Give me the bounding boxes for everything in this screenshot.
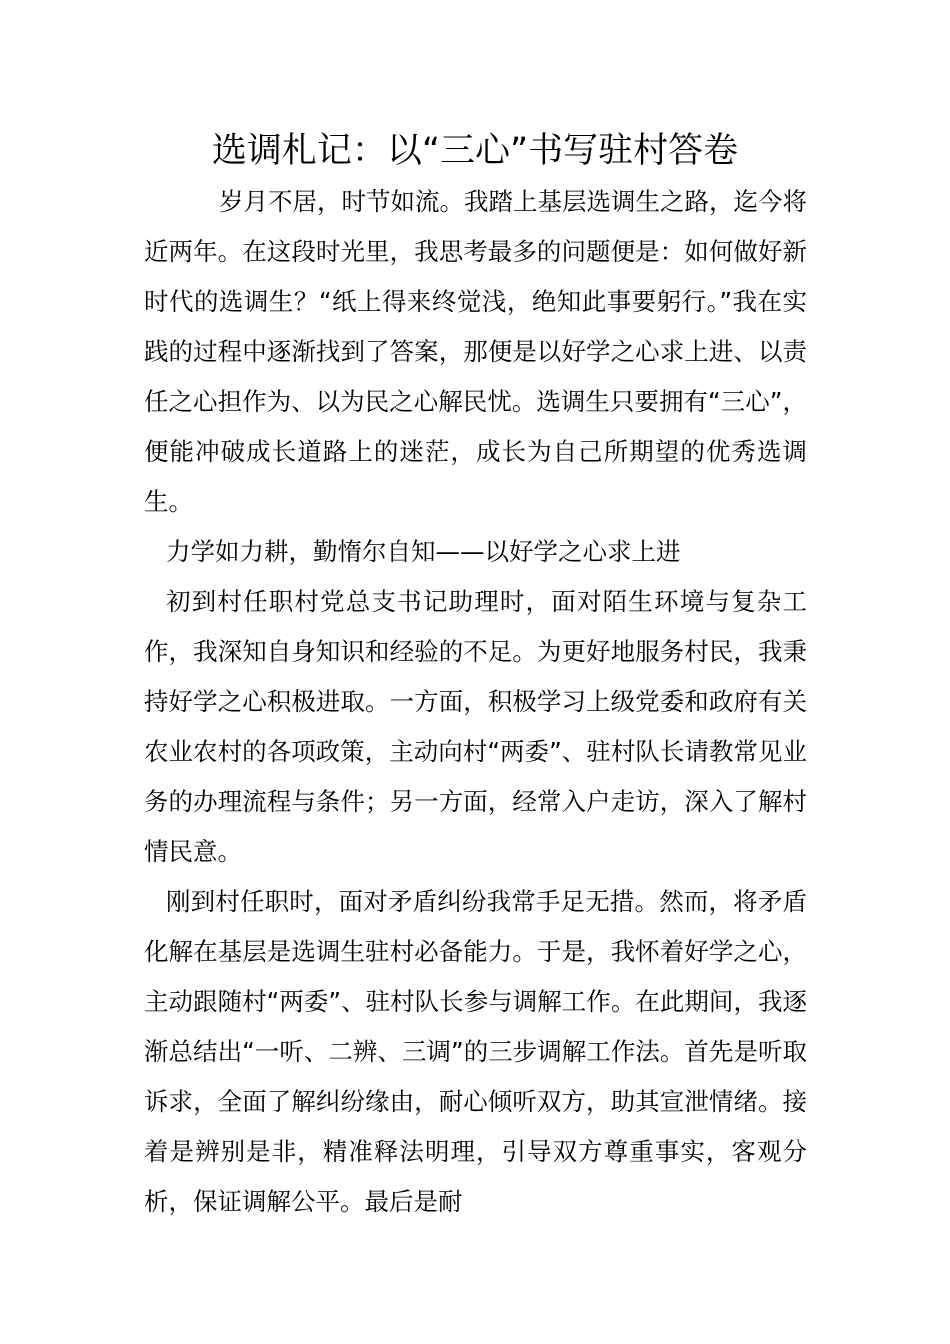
document-title: 选调札记：以“三心”书写驻村答卷 xyxy=(211,131,739,171)
document-body xyxy=(144,177,807,1227)
section-heading: 力学如力耕，勤惰尔自知——以好学之心求上进 xyxy=(166,537,681,566)
paragraph-study: 初到村任职村党总支书记助理时，面对陌生环境与复杂工作，我深知自身知识和经验的不足。为更好地服务村民，我秉持好学之心积极进取。一方面，积极学习上级党委和政府有关农业农村的各项政策，主动向村“两委”、驻村队长请教常见业务的办理流程与条件；另一方面，经常入户走访，深入了解村情民意。 xyxy=(144,587,807,866)
paragraph-intro: 岁月不居，时节如流。我踏上基层选调生之路，迄今将近两年。在这段时光里，我思考最多的问题便是：如何做好新时代的选调生？“纸上得来终觉浅，绝知此事要躬行。”我在实践的过程中逐渐找到了答案，那便是以好学之心求上进、以责任之心担作为、以为民之心解民忧。选调生只要拥有“三心”，便能冲破成长道路上的迷茫，成长为自己所期望的优秀选调生。 xyxy=(144,187,807,516)
paragraph-mediation: 刚到村任职时，面对矛盾纠纷我常手足无措。然而，将矛盾化解在基层是选调生驻村必备能力。于是，我怀着好学之心，主动跟随村“两委”、驻村队长参与调解工作。在此期间，我逐渐总结出“一听、二辨、三调”的三步调解工作法。首先是听取诉求，全面了解纠纷缘由，耐心倾听双方，助其宣泄情绪。接着是辨别是非，精准释法明理，引导双方尊重事实，客观分析，保证调解公平。最后是耐 xyxy=(144,887,807,1216)
